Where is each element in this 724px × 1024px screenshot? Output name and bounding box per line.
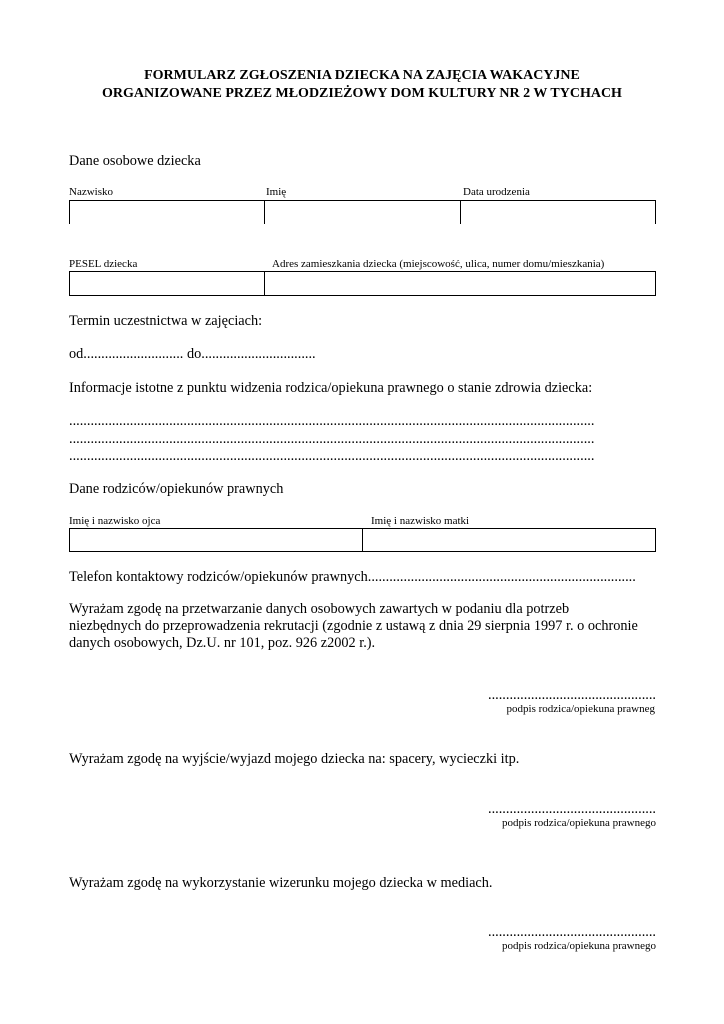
pesel-field[interactable] <box>72 276 260 292</box>
term-heading: Termin uczestnictwa w zajęciach: <box>69 313 263 329</box>
parent-phone-line[interactable]: Telefon kontaktowy rodziców/opiekunów prawnych........................................................................... <box>69 569 636 585</box>
health-heading: Informacje istotne z punktu widzenia rodzica/opiekuna prawnego o stanie zdrowia dziecka: <box>69 380 593 396</box>
child-section-heading: Dane osobowe dziecka <box>69 153 201 169</box>
birthdate-label: Data urodzenia <box>463 186 530 198</box>
health-line[interactable]: ................................................................................................................................................... <box>69 413 595 429</box>
form-title-line-2: ORGANIZOWANE PRZEZ MŁODZIEŻOWY DOM KULTURY NR 2 W TYCHACH <box>102 86 622 101</box>
field-divider <box>264 200 265 224</box>
address-label: Adres zamieszkania dziecka (miejscowość, ulica, numer domu/mieszkania) <box>272 258 605 270</box>
form-title-line-1: FORMULARZ ZGŁOSZENIA DZIECKA NA ZAJĘCIA WAKACYJNE <box>144 68 580 83</box>
father-field[interactable] <box>72 533 358 549</box>
field-divider <box>264 271 265 296</box>
field-divider <box>460 200 461 224</box>
surname-field[interactable] <box>72 205 260 221</box>
health-line[interactable]: ................................................................................................................................................... <box>69 448 595 464</box>
image-consent-text: Wyrażam zgodę na wykorzystanie wizerunku mojego dziecka w mediach. <box>69 875 493 891</box>
signature-label-1: podpis rodzica/opiekuna prawneg <box>506 703 655 715</box>
mother-field[interactable] <box>366 533 652 549</box>
first-name-field[interactable] <box>268 205 456 221</box>
signature-line-3[interactable]: ............................................... <box>488 924 656 940</box>
data-consent-text: niezbędnych do przeprowadzenia rekrutacji (zgodnie z ustawą z dnia 29 sierpnia 1997 r. o ochronie <box>69 618 638 634</box>
field-divider <box>362 528 363 552</box>
parents-heading: Dane rodziców/opiekunów prawnych <box>69 481 284 497</box>
birthdate-field[interactable] <box>464 205 652 221</box>
outing-consent-text: Wyrażam zgodę na wyjście/wyjazd mojego dziecka na: spacery, wycieczki itp. <box>69 751 520 767</box>
address-field[interactable] <box>268 276 652 292</box>
signature-label-2: podpis rodzica/opiekuna prawnego <box>502 817 656 829</box>
pesel-label: PESEL dziecka <box>69 258 138 270</box>
health-line[interactable]: ................................................................................................................................................... <box>69 431 595 447</box>
signature-line-1[interactable]: ............................................... <box>488 687 656 703</box>
data-consent-text: danych osobowych, Dz.U. nr 101, poz. 926 z2002 r.). <box>69 635 376 651</box>
surname-label: Nazwisko <box>69 186 113 198</box>
father-label: Imię i nazwisko ojca <box>69 515 161 527</box>
signature-label-3: podpis rodzica/opiekuna prawnego <box>502 940 656 952</box>
term-from-to-line[interactable]: od............................ do................................ <box>69 346 316 362</box>
first-name-label: Imię <box>266 186 287 198</box>
signature-line-2[interactable]: ............................................... <box>488 801 656 817</box>
data-consent-text: Wyrażam zgodę na przetwarzanie danych osobowych zawartych w podaniu dla potrzeb <box>69 601 570 617</box>
mother-label: Imię i nazwisko matki <box>371 515 470 527</box>
